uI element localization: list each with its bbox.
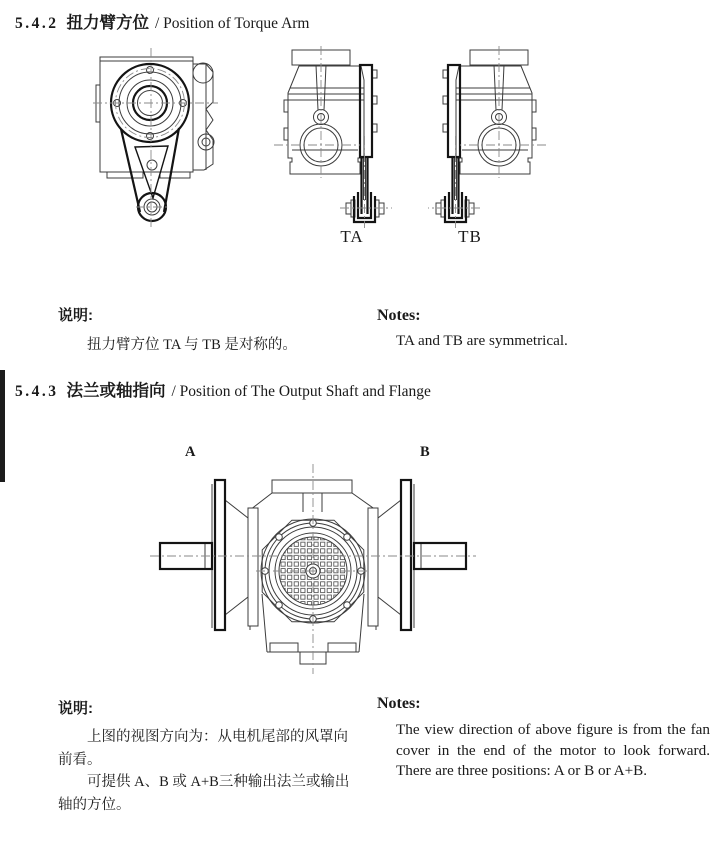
explain-543-para2: 可提供 A、B 或 A+B三种输出法兰或输出轴的方位。 bbox=[58, 774, 350, 813]
section-543-title-zh: 法兰或轴指向 bbox=[66, 382, 166, 400]
torque-arm-front-view-drawing bbox=[96, 52, 221, 232]
figure-label-a: A bbox=[185, 444, 196, 460]
section-543-title-en: / Position of The Output Shaft and Flange bbox=[171, 383, 431, 400]
section-542-title-zh: 扭力臂方位 bbox=[66, 14, 149, 32]
explain-543-para1: 上图的视图方向为：从电机尾部的风罩向前看。 bbox=[58, 729, 348, 768]
output-shaft-flange-rear-view-drawing bbox=[148, 462, 478, 677]
figure-label-b: B bbox=[420, 444, 430, 460]
section-543-title bbox=[15, 377, 431, 401]
explain-542 bbox=[58, 304, 358, 357]
explain-542-body: 扭力臂方位 TA 与 TB 是对称的。 bbox=[87, 337, 297, 353]
notes-543-heading: Notes: bbox=[377, 695, 421, 712]
torque-arm-side-view-ta-drawing bbox=[270, 50, 400, 235]
section-542-title bbox=[15, 9, 310, 33]
explain-543-heading: 说明: bbox=[58, 700, 93, 717]
explain-542-heading: 说明: bbox=[58, 307, 93, 324]
output-flange-a bbox=[160, 480, 258, 630]
explain-543-body bbox=[58, 726, 356, 816]
figure-label-tb: TB bbox=[458, 227, 482, 246]
figure-label-ta: TA bbox=[340, 227, 364, 246]
left-edge-mark bbox=[0, 370, 5, 482]
section-542-title-en: / Position of Torque Arm bbox=[155, 15, 310, 32]
notes-543 bbox=[377, 695, 710, 782]
notes-542-heading: Notes: bbox=[377, 307, 421, 324]
section-542-number: 5.4.2 bbox=[15, 15, 59, 32]
notes-543-body: The view direction of above figure is from the fan cover in the end of the motor to look forward. There are three positions: A or B or A+B. bbox=[396, 721, 710, 779]
section-543-number: 5.4.3 bbox=[15, 383, 59, 400]
notes-542 bbox=[377, 307, 702, 352]
explain-543 bbox=[58, 697, 356, 816]
notes-542-body: TA and TB are symmetrical. bbox=[396, 332, 568, 349]
torque-arm-side-view-tb-drawing bbox=[420, 50, 550, 235]
